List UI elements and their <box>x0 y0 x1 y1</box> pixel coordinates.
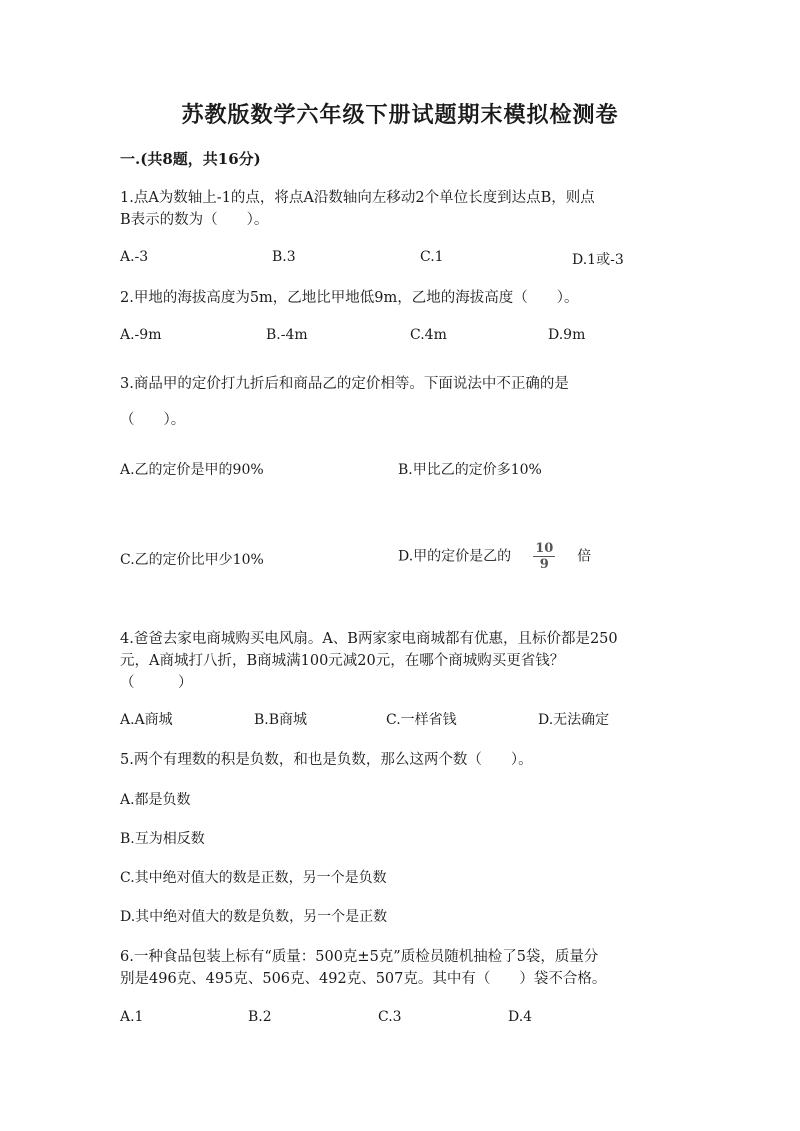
question-3-option-d-label: D.甲的定价是乙的 <box>398 548 512 565</box>
question-6-line-2: 别是496克、495克、506克、492克、507克。其中有（ ）袋不合格。 <box>120 971 607 987</box>
question-5-stem <box>120 749 680 771</box>
question-3-option-d-suffix: 倍 <box>577 548 592 565</box>
question-3-options-row-2 <box>0 541 800 572</box>
question-2-option-d[interactable]: D.9m <box>548 327 586 343</box>
section-heading: 一.(共8题，共16分) <box>120 150 261 168</box>
question-3-option-a[interactable]: A.乙的定价是甲的90% <box>120 462 264 478</box>
question-4-options <box>0 709 800 731</box>
question-6-option-c[interactable]: C.3 <box>378 1009 402 1025</box>
question-5-option-row-c <box>0 867 800 889</box>
question-1-option-a[interactable]: A.-3 <box>120 249 149 265</box>
question-5-option-row-d <box>0 906 800 928</box>
question-5-line-1: 5.两个有理数的积是负数，和也是负数，那么这两个数（ ）。 <box>120 752 533 768</box>
question-5-option-c[interactable]: C.其中绝对值大的数是正数，另一个是负数 <box>120 870 387 886</box>
question-6-options <box>0 1009 800 1031</box>
question-2-option-c[interactable]: C.4m <box>410 327 447 343</box>
question-1-option-c[interactable]: C.1 <box>420 249 444 265</box>
question-3-stem <box>120 366 680 438</box>
question-1-option-b[interactable]: B.3 <box>272 249 296 265</box>
question-4-option-b[interactable]: B.B商城 <box>254 712 308 728</box>
question-2-option-b[interactable]: B.-4m <box>266 327 308 343</box>
question-1-line-2: B表示的数为（ ）。 <box>120 212 269 228</box>
question-3-option-b[interactable]: B.甲比乙的定价多10% <box>398 462 542 478</box>
question-3-line-1: 3.商品甲的定价打九折后和商品乙的定价相等。下面说法中不正确的是 <box>120 376 569 392</box>
question-2-options <box>0 327 800 349</box>
fraction-ten-ninths <box>533 541 555 572</box>
question-4-stem <box>120 628 680 694</box>
question-5-option-d[interactable]: D.其中绝对值大的数是负数，另一个是正数 <box>120 909 388 925</box>
page-title: 苏教版数学六年级下册试题期末模拟检测卷 <box>181 102 619 128</box>
question-5-option-b[interactable]: B.互为相反数 <box>120 831 205 847</box>
fraction-denominator: 9 <box>539 557 549 572</box>
question-1-line-1: 1.点A为数轴上-1的点，将点A沿数轴向左移动2个单位长度到达点B，则点 <box>120 190 595 206</box>
question-3-option-c[interactable]: C.乙的定价比甲少10% <box>120 552 264 568</box>
question-4-option-d[interactable]: D.无法确定 <box>538 712 610 728</box>
question-2-line-1: 2.甲地的海拔高度为5m，乙地比甲地低9m，乙地的海拔高度（ ）。 <box>120 290 579 306</box>
question-6-stem <box>120 946 680 990</box>
question-1-stem <box>120 187 680 231</box>
question-4-option-a[interactable]: A.A商城 <box>120 712 173 728</box>
question-6-option-d[interactable]: D.4 <box>508 1009 533 1025</box>
question-3-option-d[interactable] <box>398 541 591 572</box>
question-4-line-1: 4.爸爸去家电商城购买电风扇。A、B两家家电商城都有优惠，且标价都是250 <box>120 631 618 647</box>
question-6-line-1: 6.一种食品包装上标有“质量：500克±5克”质检员随机抽检了5袋，质量分 <box>120 949 599 965</box>
question-1-option-d[interactable]: D.1或-3 <box>572 252 624 268</box>
fraction-numerator: 10 <box>535 541 554 556</box>
question-3-line-2: （ ）。 <box>120 412 186 428</box>
question-4-line-2: 元，A商城打八折，B商城满100元减20元，在哪个商城购买更省钱？ <box>120 653 565 669</box>
question-5-option-row-b <box>0 828 800 850</box>
question-6-option-b[interactable]: B.2 <box>248 1009 272 1025</box>
question-5-option-row-a <box>0 789 800 811</box>
question-4-line-3: （ ） <box>120 675 193 691</box>
question-3-options-row-1 <box>0 459 800 481</box>
question-4-option-c[interactable]: C.一样省钱 <box>386 712 457 728</box>
question-5-option-a[interactable]: A.都是负数 <box>120 792 191 808</box>
question-2-option-a[interactable]: A.-9m <box>120 327 162 343</box>
question-2-stem <box>120 287 680 309</box>
question-1-options <box>0 249 800 271</box>
question-6-option-a[interactable]: A.1 <box>120 1009 144 1025</box>
